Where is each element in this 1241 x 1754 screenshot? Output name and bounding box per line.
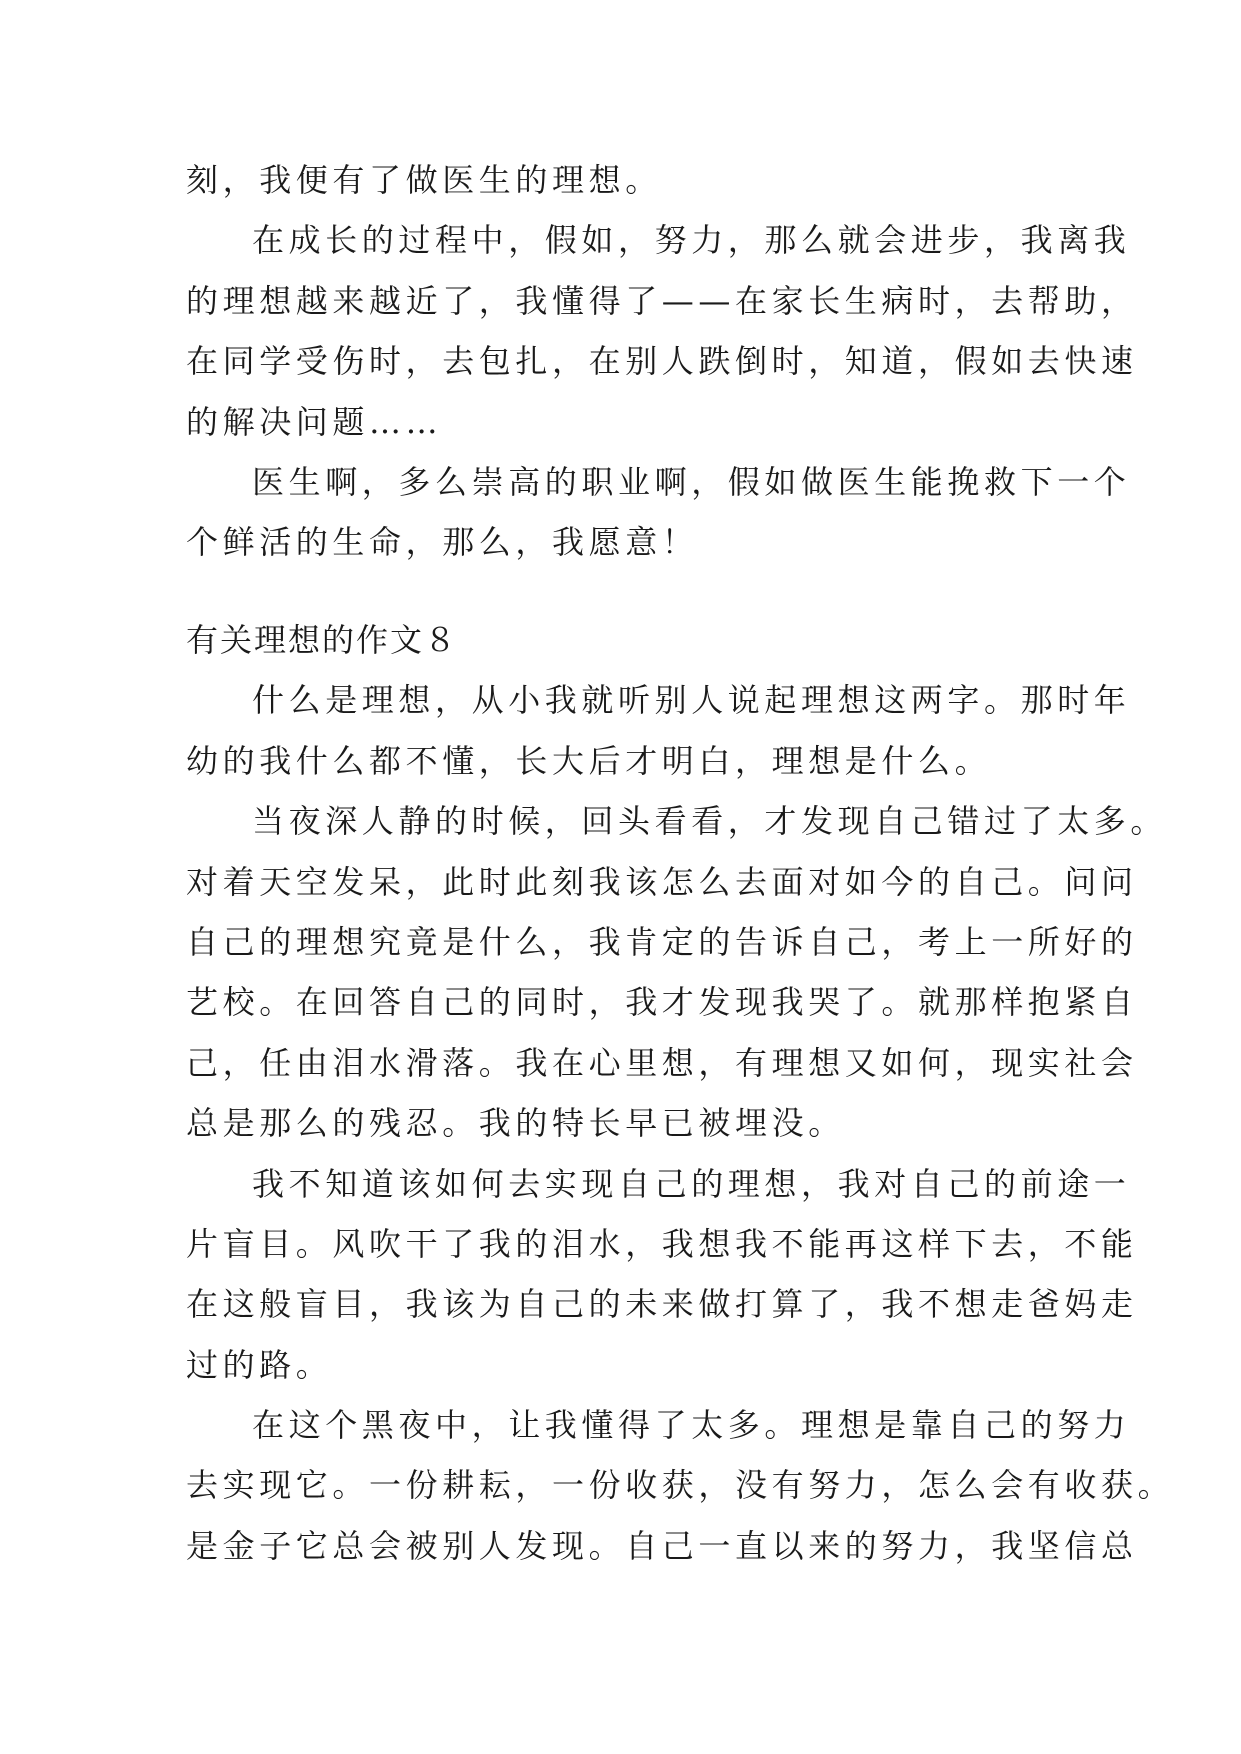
paragraph-line: 的解决问题…… <box>186 402 443 441</box>
paragraph-line: 当夜深人静的时候，回头看看，才发现自己错过了太多。 <box>252 802 1168 841</box>
paragraph-line: 在同学受伤时，去包扎，在别人跌倒时，知道，假如去快速 <box>186 342 1138 381</box>
paragraph-line: 刻，我便有了做医生的理想。 <box>186 161 662 199</box>
paragraph-line: 在这个黑夜中，让我懂得了太多。理想是靠自己的努力 <box>252 1406 1131 1445</box>
paragraph-line: 什么是理想，从小我就听别人说起理想这两字。那时年 <box>252 681 1131 720</box>
paragraph-line: 我不知道该如何去实现自己的理想，我对自己的前途一 <box>252 1164 1131 1203</box>
essay-continuation <box>186 150 1138 573</box>
paragraph-line: 幼的我什么都不懂，长大后才明白，理想是什么。 <box>186 741 992 780</box>
paragraph-line: 个鲜活的生命，那么，我愿意！ <box>186 523 699 562</box>
paragraph-line: 艺校。在回答自己的同时，我才发现我哭了。就那样抱紧自 <box>186 983 1138 1022</box>
paragraph-line: 过的路。 <box>186 1345 333 1384</box>
paragraph-line: 医生啊，多么崇高的职业啊，假如做医生能挽救下一个 <box>252 462 1131 501</box>
paragraph-line: 片盲目。风吹干了我的泪水，我想我不能再这样下去，不能 <box>186 1224 1138 1263</box>
paragraph-line: 是金子它总会被别人发现。自己一直以来的努力，我坚信总 <box>186 1526 1138 1565</box>
paragraph-line: 去实现它。一份耕耘，一份收获，没有努力，怎么会有收获。 <box>186 1466 1175 1505</box>
paragraph-line: 对着天空发呆，此时此刻我该怎么去面对如今的自己。问问 <box>186 862 1138 901</box>
paragraph-line: 的理想越来越近了，我懂得了——在家长生病时，去帮助， <box>186 281 1138 320</box>
paragraph-line: 在成长的过程中，假如，努力，那么就会进步，我离我 <box>252 221 1131 260</box>
essay-8 <box>186 610 1175 1576</box>
paragraph-line: 己，任由泪水滑落。我在心里想，有理想又如何，现实社会 <box>186 1043 1138 1082</box>
paragraph-line: 自己的理想究竟是什么，我肯定的告诉自己，考上一所好的 <box>186 922 1138 961</box>
paragraph-line: 总是那么的残忍。我的特长早已被埋没。 <box>186 1104 845 1143</box>
paragraph-line: 在这般盲目，我该为自己的未来做打算了，我不想走爸妈走 <box>186 1285 1138 1324</box>
essay-heading: 有关理想的作文８ <box>186 621 459 659</box>
